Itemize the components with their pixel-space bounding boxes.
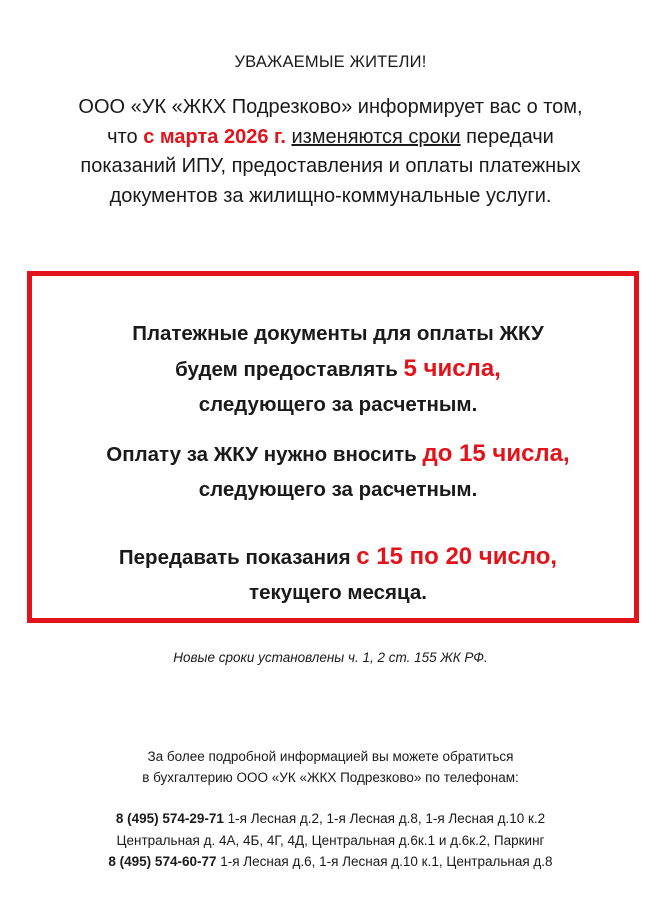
billing-line-1: Платежные документы для оплаты ЖКУ bbox=[132, 322, 544, 345]
readings-line-1-prefix: Передавать показания bbox=[118, 546, 357, 569]
intro-line-2-suffix: передачи bbox=[460, 125, 554, 148]
contact-intro-line-2: в бухгалтерию ООО «УК «ЖКХ Подрезково» по телефонам: bbox=[142, 770, 519, 785]
payment-line-1-prefix: Оплату за ЖКУ нужно вносить bbox=[106, 443, 423, 466]
billing-line-2-prefix: будем предоставлять bbox=[175, 358, 404, 381]
contact-2-line-1 bbox=[0, 851, 661, 873]
billing-line-3: следующего за расчетным. bbox=[198, 393, 478, 416]
intro-line-4: документов за жилищно-коммунальные услуги. bbox=[109, 184, 552, 207]
phone-number-2[interactable]: 8 (495) 574-60-77 bbox=[108, 854, 217, 869]
readings-period-highlight: с 15 по 20 число, bbox=[356, 543, 558, 570]
billing-line-2 bbox=[32, 351, 644, 387]
payment-deadline-highlight: до 15 числа, bbox=[422, 440, 570, 467]
readings-line-1 bbox=[32, 539, 644, 575]
contact-1-line-2: Центральная д. 4А, 4Б, 4Г, 4Д, Центральная д.6к.1 и д.6к.2, Паркинг bbox=[116, 832, 545, 848]
billing-date-highlight: 5 числа, bbox=[403, 355, 501, 382]
payment-line-1 bbox=[32, 436, 644, 472]
notice-heading: УВАЖАЕМЫЕ ЖИТЕЛИ! bbox=[234, 53, 427, 71]
intro-line-2-prefix: что bbox=[107, 125, 144, 148]
intro-paragraph bbox=[30, 93, 631, 211]
phone-number-1[interactable]: 8 (495) 574-29-71 bbox=[115, 811, 224, 826]
contact-list bbox=[0, 808, 661, 873]
contact-1-line-1 bbox=[0, 808, 661, 830]
meter-readings-block bbox=[32, 539, 644, 610]
contact-1-addresses: 1-я Лесная д.2, 1-я Лесная д.8, 1-я Лесная д.10 к.2 bbox=[223, 811, 546, 826]
contact-intro-line-1: За более подробной информацией вы можете обратиться bbox=[147, 749, 514, 764]
legal-basis-note: Новые сроки установлены ч. 1, 2 ст. 155 ЖК РФ. bbox=[173, 650, 488, 665]
contact-intro bbox=[0, 746, 661, 788]
intro-line-2 bbox=[30, 123, 631, 153]
deadlines-box bbox=[27, 271, 639, 623]
payment-block bbox=[32, 436, 644, 507]
payment-line-2: следующего за расчетным. bbox=[198, 478, 478, 501]
contact-2-addresses: 1-я Лесная д.6, 1-я Лесная д.10 к.1, Центральная д.8 bbox=[216, 854, 553, 869]
intro-effective-date: с марта 2026 г. bbox=[143, 125, 286, 148]
billing-documents-block bbox=[32, 316, 644, 422]
readings-line-2: текущего месяца. bbox=[249, 581, 427, 604]
intro-line-3: показаний ИПУ, предоставления и оплаты платежных bbox=[80, 155, 581, 177]
intro-line-1: ООО «УК «ЖКХ Подрезково» информирует вас о том, bbox=[78, 96, 583, 118]
intro-changed-terms: изменяются сроки bbox=[291, 125, 461, 148]
